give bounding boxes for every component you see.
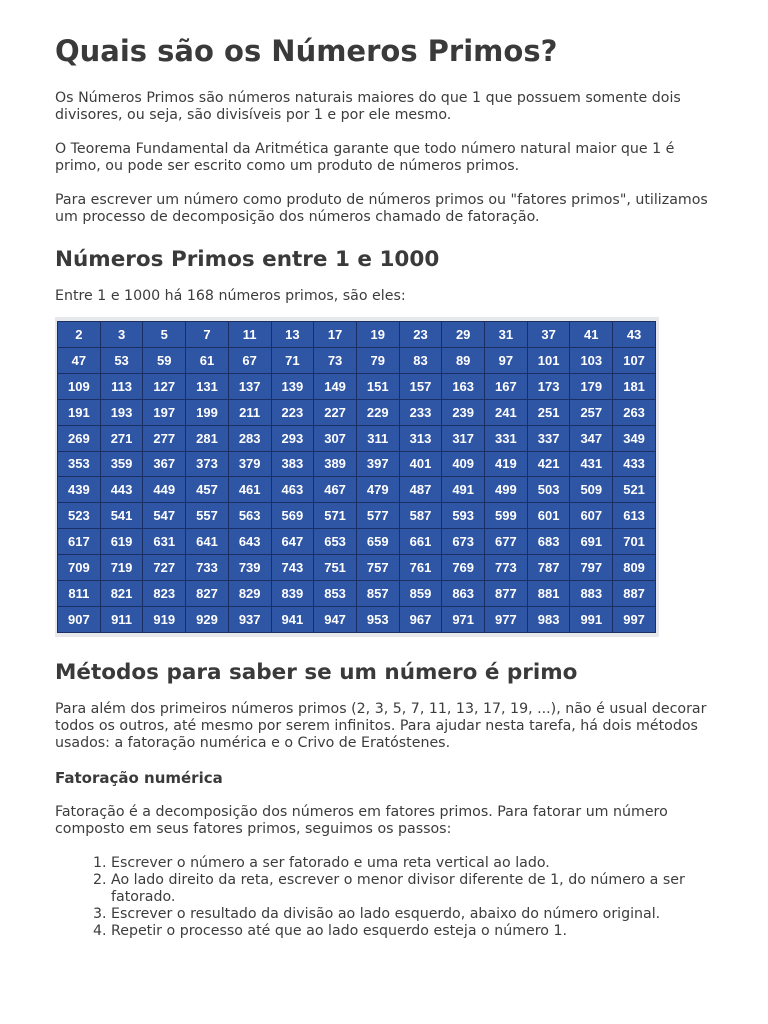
table-cell: 193 [100, 399, 143, 425]
table-cell: 149 [314, 373, 357, 399]
table-cell: 19 [356, 322, 399, 348]
table-cell: 47 [58, 347, 101, 373]
table-cell: 659 [356, 529, 399, 555]
table-row [58, 555, 656, 581]
table-cell: 157 [399, 373, 442, 399]
table-cell: 571 [314, 503, 357, 529]
page-title: Quais são os Números Primos? [55, 34, 558, 68]
table-cell: 37 [527, 322, 570, 348]
intro-paragraph-2: O Teorema Fundamental da Aritmética garante que todo número natural maior que 1 é primo, ou pode ser escrito como um produto de números primos. [55, 141, 675, 174]
table-cell: 587 [399, 503, 442, 529]
table-row [58, 503, 656, 529]
table-cell: 199 [186, 399, 229, 425]
table-cell: 433 [613, 451, 656, 477]
table-cell: 653 [314, 529, 357, 555]
table-cell: 919 [143, 606, 186, 632]
intro-paragraph-3: Para escrever um número como produto de números primos ou "fatores primos", utilizamos um processo de decomposição dos números chamado de fatoração. [55, 192, 708, 225]
table-cell: 89 [442, 347, 485, 373]
table-cell: 607 [570, 503, 613, 529]
table-cell: 569 [271, 503, 314, 529]
table-cell: 5 [143, 322, 186, 348]
table-cell: 223 [271, 399, 314, 425]
table-cell: 103 [570, 347, 613, 373]
table-cell: 449 [143, 477, 186, 503]
table-cell: 179 [570, 373, 613, 399]
table-cell: 227 [314, 399, 357, 425]
table-cell: 13 [271, 322, 314, 348]
table-cell: 307 [314, 425, 357, 451]
table-cell: 17 [314, 322, 357, 348]
table-cell: 941 [271, 606, 314, 632]
table-cell: 277 [143, 425, 186, 451]
table-cell: 911 [100, 606, 143, 632]
table-cell: 947 [314, 606, 357, 632]
table-cell: 347 [570, 425, 613, 451]
table-cell: 827 [186, 581, 229, 607]
table-cell: 359 [100, 451, 143, 477]
table-row [58, 322, 656, 348]
table-cell: 181 [613, 373, 656, 399]
table-cell: 31 [485, 322, 528, 348]
table-cell: 191 [58, 399, 101, 425]
table-cell: 937 [228, 606, 271, 632]
table-cell: 317 [442, 425, 485, 451]
table-cell: 83 [399, 347, 442, 373]
table-cell: 67 [228, 347, 271, 373]
table-cell: 283 [228, 425, 271, 451]
table-cell: 397 [356, 451, 399, 477]
table-cell: 137 [228, 373, 271, 399]
table-cell: 61 [186, 347, 229, 373]
table-row [58, 399, 656, 425]
table-row [58, 581, 656, 607]
table-cell: 521 [613, 477, 656, 503]
table-cell: 41 [570, 322, 613, 348]
table-cell: 293 [271, 425, 314, 451]
section-heading-methods: Métodos para saber se um número é primo [55, 660, 578, 685]
table-cell: 401 [399, 451, 442, 477]
table-cell: 263 [613, 399, 656, 425]
table-cell: 787 [527, 555, 570, 581]
table-cell: 491 [442, 477, 485, 503]
table-cell: 79 [356, 347, 399, 373]
table-cell: 419 [485, 451, 528, 477]
table-cell: 751 [314, 555, 357, 581]
table-cell: 461 [228, 477, 271, 503]
table-cell: 683 [527, 529, 570, 555]
table-cell: 773 [485, 555, 528, 581]
table-cell: 881 [527, 581, 570, 607]
table-cell: 983 [527, 606, 570, 632]
table-cell: 769 [442, 555, 485, 581]
list-item: 2. Ao lado direito da reta, escrever o menor divisor diferente de 1, do número a ser fatorado. [111, 872, 724, 906]
table-cell: 3 [100, 322, 143, 348]
table-cell: 59 [143, 347, 186, 373]
table-cell: 439 [58, 477, 101, 503]
table-cell: 233 [399, 399, 442, 425]
table-cell: 373 [186, 451, 229, 477]
table-cell: 23 [399, 322, 442, 348]
table-cell: 167 [485, 373, 528, 399]
methods-paragraph: Para além dos primeiros números primos (2, 3, 5, 7, 11, 13, 17, 19, ...), não é usual decorar todos os outros, até mesmo por serem infinitos. Para ajudar nesta tarefa, há dois métodos usados: a fatoração numérica e o Crivo de Eratóstenes. [55, 701, 707, 751]
table-cell: 673 [442, 529, 485, 555]
table-cell: 71 [271, 347, 314, 373]
table-cell: 311 [356, 425, 399, 451]
table-cell: 379 [228, 451, 271, 477]
table-cell: 131 [186, 373, 229, 399]
table-cell: 617 [58, 529, 101, 555]
table-cell: 463 [271, 477, 314, 503]
table-cell: 809 [613, 555, 656, 581]
table-cell: 509 [570, 477, 613, 503]
table-cell: 677 [485, 529, 528, 555]
table-cell: 797 [570, 555, 613, 581]
table-cell: 337 [527, 425, 570, 451]
table-cell: 613 [613, 503, 656, 529]
table-cell: 271 [100, 425, 143, 451]
table-cell: 443 [100, 477, 143, 503]
table-cell: 967 [399, 606, 442, 632]
table-cell: 977 [485, 606, 528, 632]
table-cell: 127 [143, 373, 186, 399]
table-row [58, 606, 656, 632]
table-cell: 757 [356, 555, 399, 581]
table-cell: 211 [228, 399, 271, 425]
table-row [58, 425, 656, 451]
table-cell: 457 [186, 477, 229, 503]
table-cell: 563 [228, 503, 271, 529]
table-cell: 173 [527, 373, 570, 399]
list-item: 3. Escrever o resultado da divisão ao lado esquerdo, abaixo do número original. [111, 906, 724, 923]
table-cell: 257 [570, 399, 613, 425]
table-cell: 53 [100, 347, 143, 373]
table-cell: 479 [356, 477, 399, 503]
table-cell: 821 [100, 581, 143, 607]
table-cell: 883 [570, 581, 613, 607]
table-cell: 241 [485, 399, 528, 425]
table-cell: 661 [399, 529, 442, 555]
table-cell: 857 [356, 581, 399, 607]
table-cell: 733 [186, 555, 229, 581]
table-cell: 29 [442, 322, 485, 348]
primes-table [57, 321, 656, 633]
table-cell: 991 [570, 606, 613, 632]
table-cell: 859 [399, 581, 442, 607]
factorization-steps-list [55, 855, 724, 940]
table-cell: 11 [228, 322, 271, 348]
table-cell: 503 [527, 477, 570, 503]
table-cell: 487 [399, 477, 442, 503]
table-cell: 163 [442, 373, 485, 399]
table-cell: 2 [58, 322, 101, 348]
primes-table-image [55, 317, 659, 637]
table-cell: 631 [143, 529, 186, 555]
table-cell: 431 [570, 451, 613, 477]
table-row [58, 477, 656, 503]
table-cell: 691 [570, 529, 613, 555]
table-cell: 313 [399, 425, 442, 451]
table-cell: 109 [58, 373, 101, 399]
table-cell: 139 [271, 373, 314, 399]
list-item: 4. Repetir o processo até que ao lado esquerdo esteja o número 1. [111, 923, 724, 940]
table-row [58, 347, 656, 373]
table-cell: 349 [613, 425, 656, 451]
table-cell: 389 [314, 451, 357, 477]
table-cell: 577 [356, 503, 399, 529]
table-cell: 971 [442, 606, 485, 632]
intro-paragraph-1: Os Números Primos são números naturais maiores do que 1 que possuem somente dois divisores, ou seja, são divisíveis por 1 e por ele mesmo. [55, 90, 681, 123]
table-cell: 719 [100, 555, 143, 581]
table-cell: 727 [143, 555, 186, 581]
factorization-paragraph: Fatoração é a decomposição dos números em fatores primos. Para fatorar um número composto em seus fatores primos, seguimos os passos: [55, 804, 668, 837]
table-cell: 593 [442, 503, 485, 529]
table-cell: 251 [527, 399, 570, 425]
table-cell: 641 [186, 529, 229, 555]
table-cell: 823 [143, 581, 186, 607]
table-cell: 43 [613, 322, 656, 348]
table-cell: 953 [356, 606, 399, 632]
table-cell: 383 [271, 451, 314, 477]
table-cell: 499 [485, 477, 528, 503]
table-cell: 151 [356, 373, 399, 399]
table-cell: 97 [485, 347, 528, 373]
table-cell: 547 [143, 503, 186, 529]
section-heading-primes: Números Primos entre 1 e 1000 [55, 247, 440, 272]
table-cell: 107 [613, 347, 656, 373]
table-cell: 929 [186, 606, 229, 632]
table-cell: 743 [271, 555, 314, 581]
table-cell: 853 [314, 581, 357, 607]
table-cell: 701 [613, 529, 656, 555]
table-cell: 409 [442, 451, 485, 477]
table-cell: 7 [186, 322, 229, 348]
table-cell: 421 [527, 451, 570, 477]
table-cell: 643 [228, 529, 271, 555]
table-cell: 863 [442, 581, 485, 607]
table-cell: 269 [58, 425, 101, 451]
table-cell: 281 [186, 425, 229, 451]
table-cell: 619 [100, 529, 143, 555]
table-cell: 197 [143, 399, 186, 425]
primes-intro-text: Entre 1 e 1000 há 168 números primos, são eles: [55, 288, 406, 304]
table-cell: 907 [58, 606, 101, 632]
table-cell: 709 [58, 555, 101, 581]
table-cell: 599 [485, 503, 528, 529]
list-item: 1. Escrever o número a ser fatorado e uma reta vertical ao lado. [111, 855, 724, 872]
table-cell: 101 [527, 347, 570, 373]
table-cell: 739 [228, 555, 271, 581]
table-cell: 239 [442, 399, 485, 425]
table-cell: 601 [527, 503, 570, 529]
subsection-heading-factorization: Fatoração numérica [55, 769, 223, 787]
table-cell: 331 [485, 425, 528, 451]
table-cell: 811 [58, 581, 101, 607]
table-cell: 839 [271, 581, 314, 607]
table-cell: 647 [271, 529, 314, 555]
table-cell: 229 [356, 399, 399, 425]
table-cell: 113 [100, 373, 143, 399]
table-cell: 877 [485, 581, 528, 607]
table-row [58, 529, 656, 555]
table-cell: 997 [613, 606, 656, 632]
table-cell: 761 [399, 555, 442, 581]
table-cell: 367 [143, 451, 186, 477]
table-row [58, 451, 656, 477]
table-cell: 557 [186, 503, 229, 529]
table-cell: 887 [613, 581, 656, 607]
table-cell: 523 [58, 503, 101, 529]
table-cell: 467 [314, 477, 357, 503]
table-row [58, 373, 656, 399]
table-cell: 829 [228, 581, 271, 607]
table-cell: 353 [58, 451, 101, 477]
table-cell: 541 [100, 503, 143, 529]
table-cell: 73 [314, 347, 357, 373]
